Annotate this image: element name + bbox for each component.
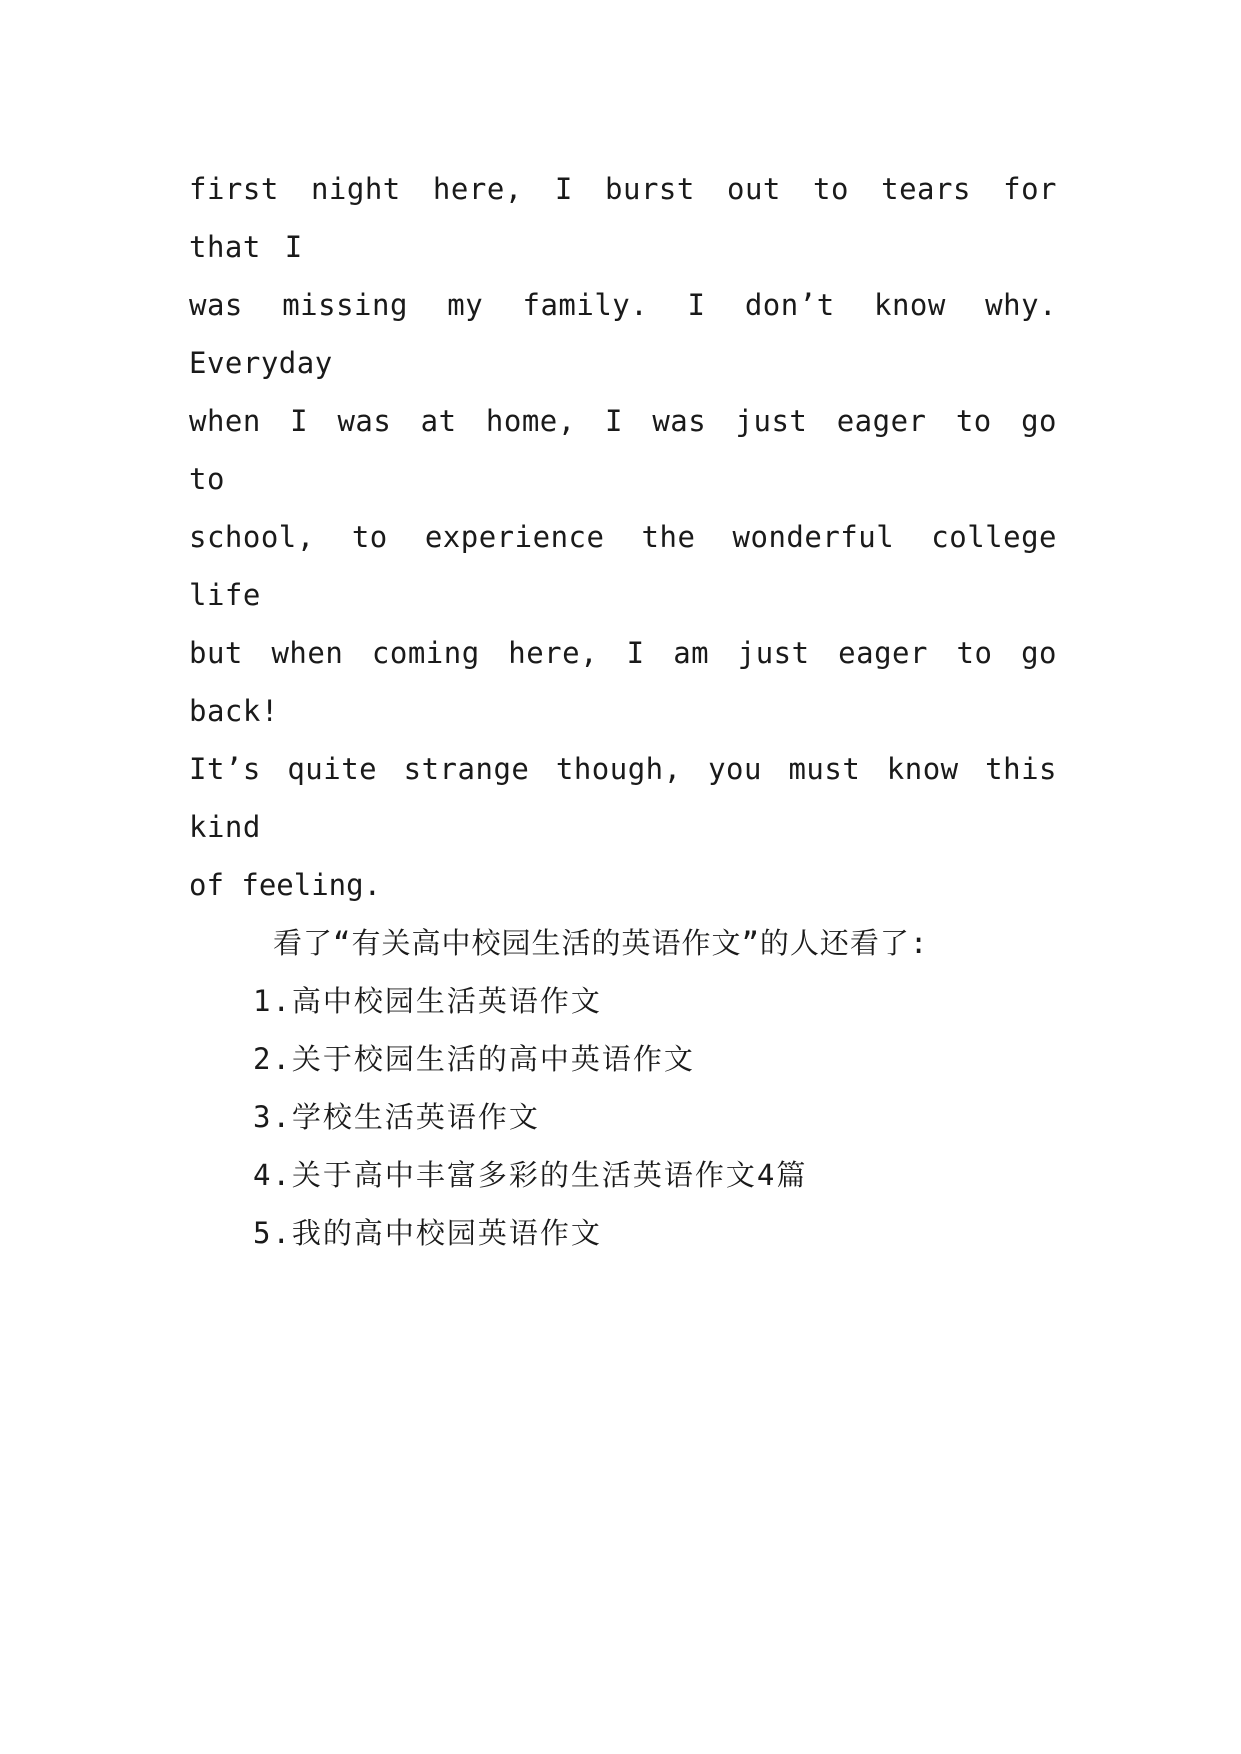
related-list-item	[253, 1204, 1057, 1262]
related-list-item	[253, 1030, 1057, 1088]
paragraph-line: It’s quite strange though, you must know this kind	[189, 752, 1057, 844]
related-list-item	[253, 1146, 1057, 1204]
related-heading: 看了“有关高中校园生活的英语作文”的人还看了:	[273, 926, 929, 960]
related-list-item	[253, 1088, 1057, 1146]
related-link[interactable]: 3.学校生活英语作文	[253, 1100, 540, 1134]
related-link[interactable]: 4.关于高中丰富多彩的生活英语作文4篇	[253, 1158, 808, 1192]
paragraph-line: school, to experience the wonderful college life	[189, 520, 1057, 612]
related-list-item	[253, 972, 1057, 1030]
related-link[interactable]: 5.我的高中校园英语作文	[253, 1216, 602, 1250]
paragraph-tail: of feeling.	[189, 868, 382, 902]
related-link[interactable]: 1.高中校园生活英语作文	[253, 984, 602, 1018]
document-body	[189, 160, 1057, 1262]
related-list	[189, 972, 1057, 1262]
paragraph-line: was missing my family. I don’t know why. Everyday	[189, 288, 1057, 380]
paragraph-line: when I was at home, I was just eager to go to	[189, 404, 1057, 496]
paragraph-line: first night here, I burst out to tears for that I	[189, 172, 1057, 264]
related-link[interactable]: 2.关于校园生活的高中英语作文	[253, 1042, 695, 1076]
paragraph-line: but when coming here, I am just eager to go back!	[189, 636, 1057, 728]
